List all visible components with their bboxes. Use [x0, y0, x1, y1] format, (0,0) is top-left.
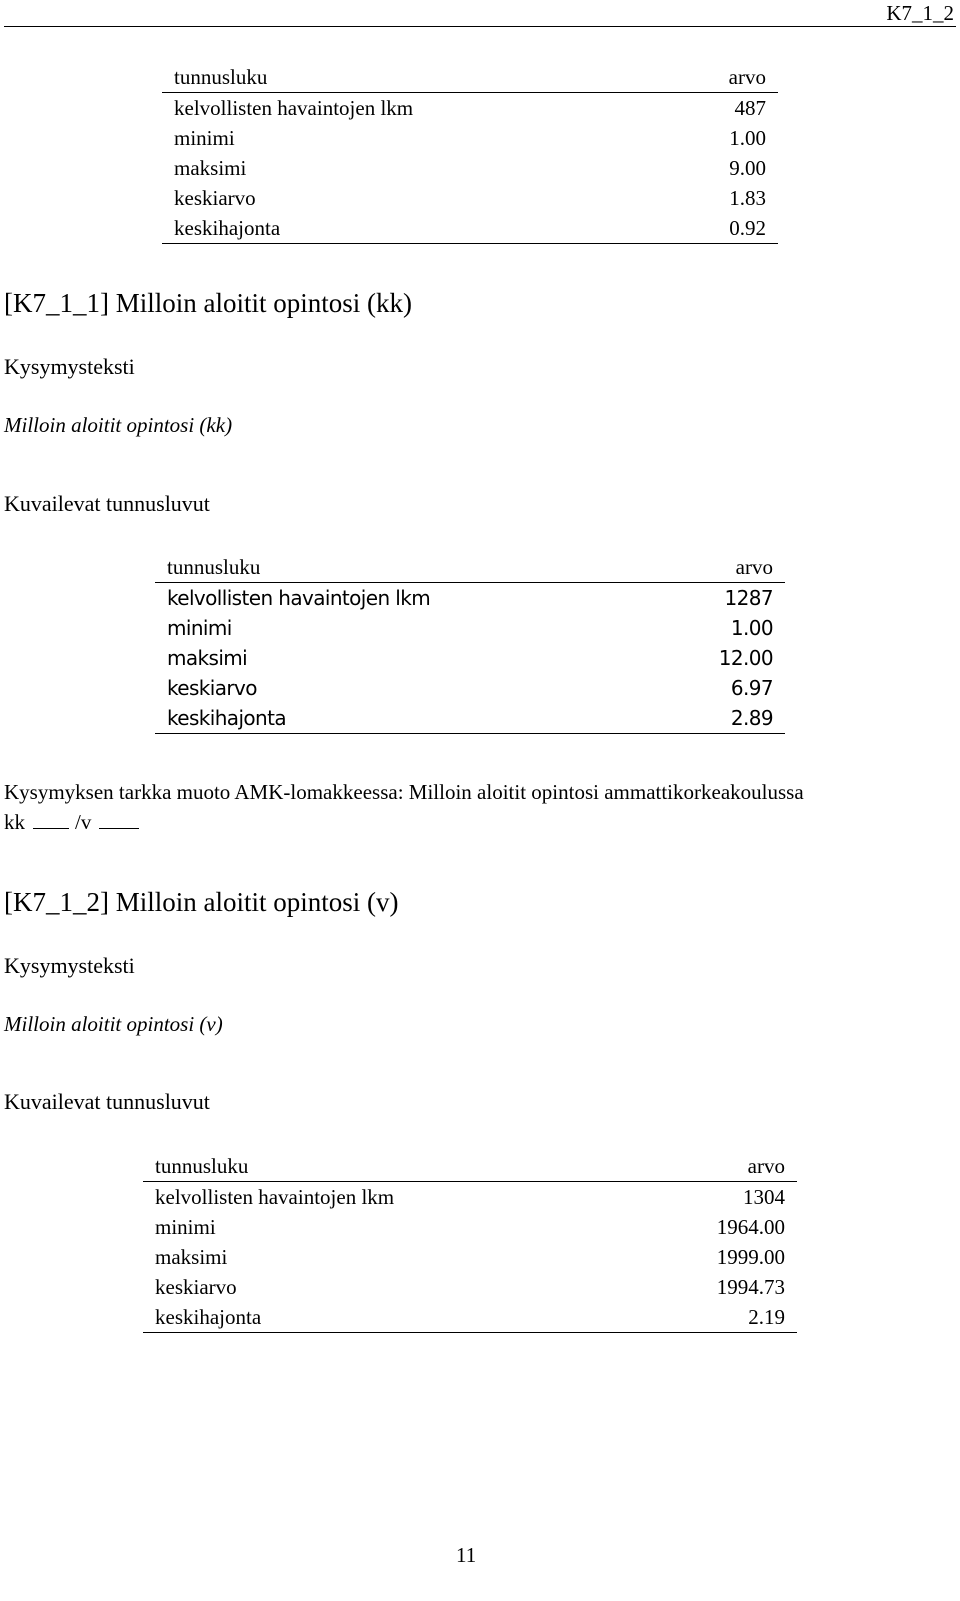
row-label: keskihajonta [155, 703, 663, 734]
column-header-statistic: tunnusluku [155, 551, 663, 583]
row-label: kelvollisten havaintojen lkm [174, 96, 414, 120]
table-row [155, 613, 785, 643]
table-row [143, 1302, 797, 1333]
row-value: 1304 [743, 1185, 785, 1209]
row-label: maksimi [167, 646, 248, 670]
section-title-k7-1-2: [K7_1_2] Milloin aloitit opintosi (v) [4, 887, 399, 917]
question-heading: Kysymysteksti [4, 354, 135, 379]
row-label: maksimi [155, 1245, 228, 1269]
running-header-label: K7_1_2 [886, 1, 954, 25]
row-value: 9.00 [729, 156, 766, 180]
section-title-k7-1-1: [K7_1_1] Milloin aloitit opintosi (kk) [4, 288, 412, 318]
table-row [143, 1182, 797, 1213]
table-row [162, 213, 778, 244]
question-text: Milloin aloitit opintosi (v) [4, 1012, 223, 1036]
row-value: 1994.73 [716, 1275, 785, 1299]
row-label: keskiarvo [155, 1275, 237, 1299]
table-row [155, 643, 785, 673]
running-header [4, 0, 956, 27]
table-header-row [143, 1150, 797, 1182]
table-row [162, 93, 778, 124]
row-label: minimi [155, 1215, 216, 1239]
kk-answer-blank [33, 810, 69, 829]
stats-table-top [162, 61, 778, 244]
row-value: 0.92 [677, 213, 778, 244]
table-row [155, 583, 785, 614]
form-note-line2 [4, 810, 145, 835]
table-row [143, 1212, 797, 1242]
table-header-row [162, 61, 778, 93]
form-note-v-label: /v [75, 810, 92, 834]
table-row [143, 1272, 797, 1302]
row-value: 1.00 [730, 616, 773, 640]
row-label: minimi [174, 126, 235, 150]
row-value: 1964.00 [716, 1215, 785, 1239]
row-value: 487 [734, 96, 766, 120]
row-value: 12.00 [718, 646, 773, 670]
column-header-value: arvo [639, 1150, 797, 1182]
stats-heading: Kuvailevat tunnusluvut [4, 1089, 210, 1114]
stats-heading: Kuvailevat tunnusluvut [4, 491, 210, 516]
form-note-line1: Kysymyksen tarkka muoto AMK-lomakkeessa: Milloin aloitit opintosi ammattikorkeakoulussa [4, 780, 804, 804]
row-value: 1.83 [729, 186, 766, 210]
row-value: 6.97 [730, 676, 773, 700]
table-row [155, 703, 785, 734]
row-value: 2.89 [663, 703, 785, 734]
table-row [162, 153, 778, 183]
stats-table-k7-1-1 [155, 551, 785, 734]
question-text: Milloin aloitit opintosi (kk) [4, 413, 233, 437]
row-label: keskiarvo [174, 186, 256, 210]
v-answer-blank [99, 810, 139, 829]
row-label: keskihajonta [162, 213, 677, 244]
table-row [162, 123, 778, 153]
row-value: 2.19 [639, 1302, 797, 1333]
row-value: 1.00 [729, 126, 766, 150]
column-header-statistic: tunnusluku [162, 61, 677, 93]
column-header-value: arvo [677, 61, 778, 93]
row-label: kelvollisten havaintojen lkm [167, 586, 431, 610]
row-label: keskihajonta [143, 1302, 639, 1333]
question-heading: Kysymysteksti [4, 953, 135, 978]
table-row [155, 673, 785, 703]
table-row [162, 183, 778, 213]
table-header-row [155, 551, 785, 583]
row-label: kelvollisten havaintojen lkm [155, 1185, 395, 1209]
page-number: 11 [456, 1543, 477, 1567]
row-value: 1999.00 [716, 1245, 785, 1269]
stats-table-k7-1-2 [143, 1150, 797, 1333]
table-row [143, 1242, 797, 1272]
row-label: minimi [167, 616, 232, 640]
row-value: 1287 [724, 586, 773, 610]
form-note-kk-label: kk [4, 810, 25, 834]
row-label: keskiarvo [167, 676, 257, 700]
column-header-value: arvo [663, 551, 785, 583]
column-header-statistic: tunnusluku [143, 1150, 639, 1182]
row-label: maksimi [174, 156, 247, 180]
